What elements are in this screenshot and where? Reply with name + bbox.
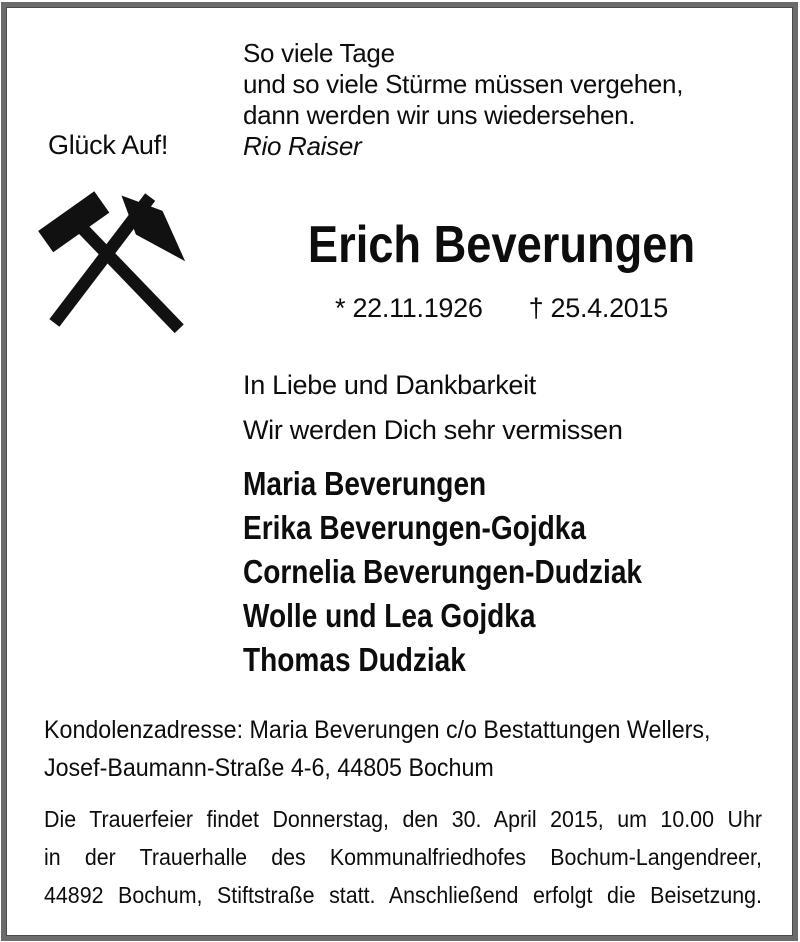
life-dates <box>243 293 760 324</box>
mourner-name: Thomas Dudziak <box>243 641 466 678</box>
mourner-list <box>243 462 642 682</box>
message-we-miss-you: Wir werden Dich sehr vermissen <box>243 415 623 445</box>
memorial-poem <box>243 38 683 162</box>
mourner-name: Wolle und Lea Gojdka <box>243 597 536 634</box>
poem-line: dann werden wir uns wiedersehen. <box>243 100 636 130</box>
poem-line: So viele Tage <box>243 38 395 68</box>
poem-attribution: Rio Raiser <box>243 131 362 161</box>
mourner-name: Erika Beverungen-Gojdka <box>243 509 586 546</box>
funeral-line: Die Trauerfeier findet Donnerstag, den 30. April 2015, um 10.00 Uhr <box>44 806 762 832</box>
condolence-address <box>44 711 762 787</box>
message-in-love: In Liebe und Dankbarkeit <box>243 370 537 400</box>
funeral-line: 44892 Bochum, Stiftstraße statt. Anschließend erfolgt die Beisetzung. <box>44 882 762 908</box>
death-date: † 25.4.2015 <box>528 293 668 323</box>
mourner-name: Maria Beverungen <box>243 465 487 502</box>
condolence-line: Kondolenzadresse: Maria Beverungen c/o Bestattungen Wellers, <box>44 716 711 744</box>
funeral-line: in der Trauerhalle des Kommunalfriedhofes Bochum-Langendreer, <box>44 844 762 870</box>
funeral-details <box>44 800 762 914</box>
deceased-name: Erich Beverungen <box>307 216 696 274</box>
hammer-and-pick-icon <box>36 186 186 334</box>
condolence-line: Josef-Baumann-Straße 4-6, 44805 Bochum <box>44 754 494 782</box>
miners-greeting: Glück Auf! <box>48 130 169 160</box>
mourner-name: Cornelia Beverungen-Dudziak <box>243 553 643 590</box>
birth-date: * 22.11.1926 <box>335 293 483 323</box>
poem-line: und so viele Stürme müssen vergehen, <box>243 69 684 99</box>
